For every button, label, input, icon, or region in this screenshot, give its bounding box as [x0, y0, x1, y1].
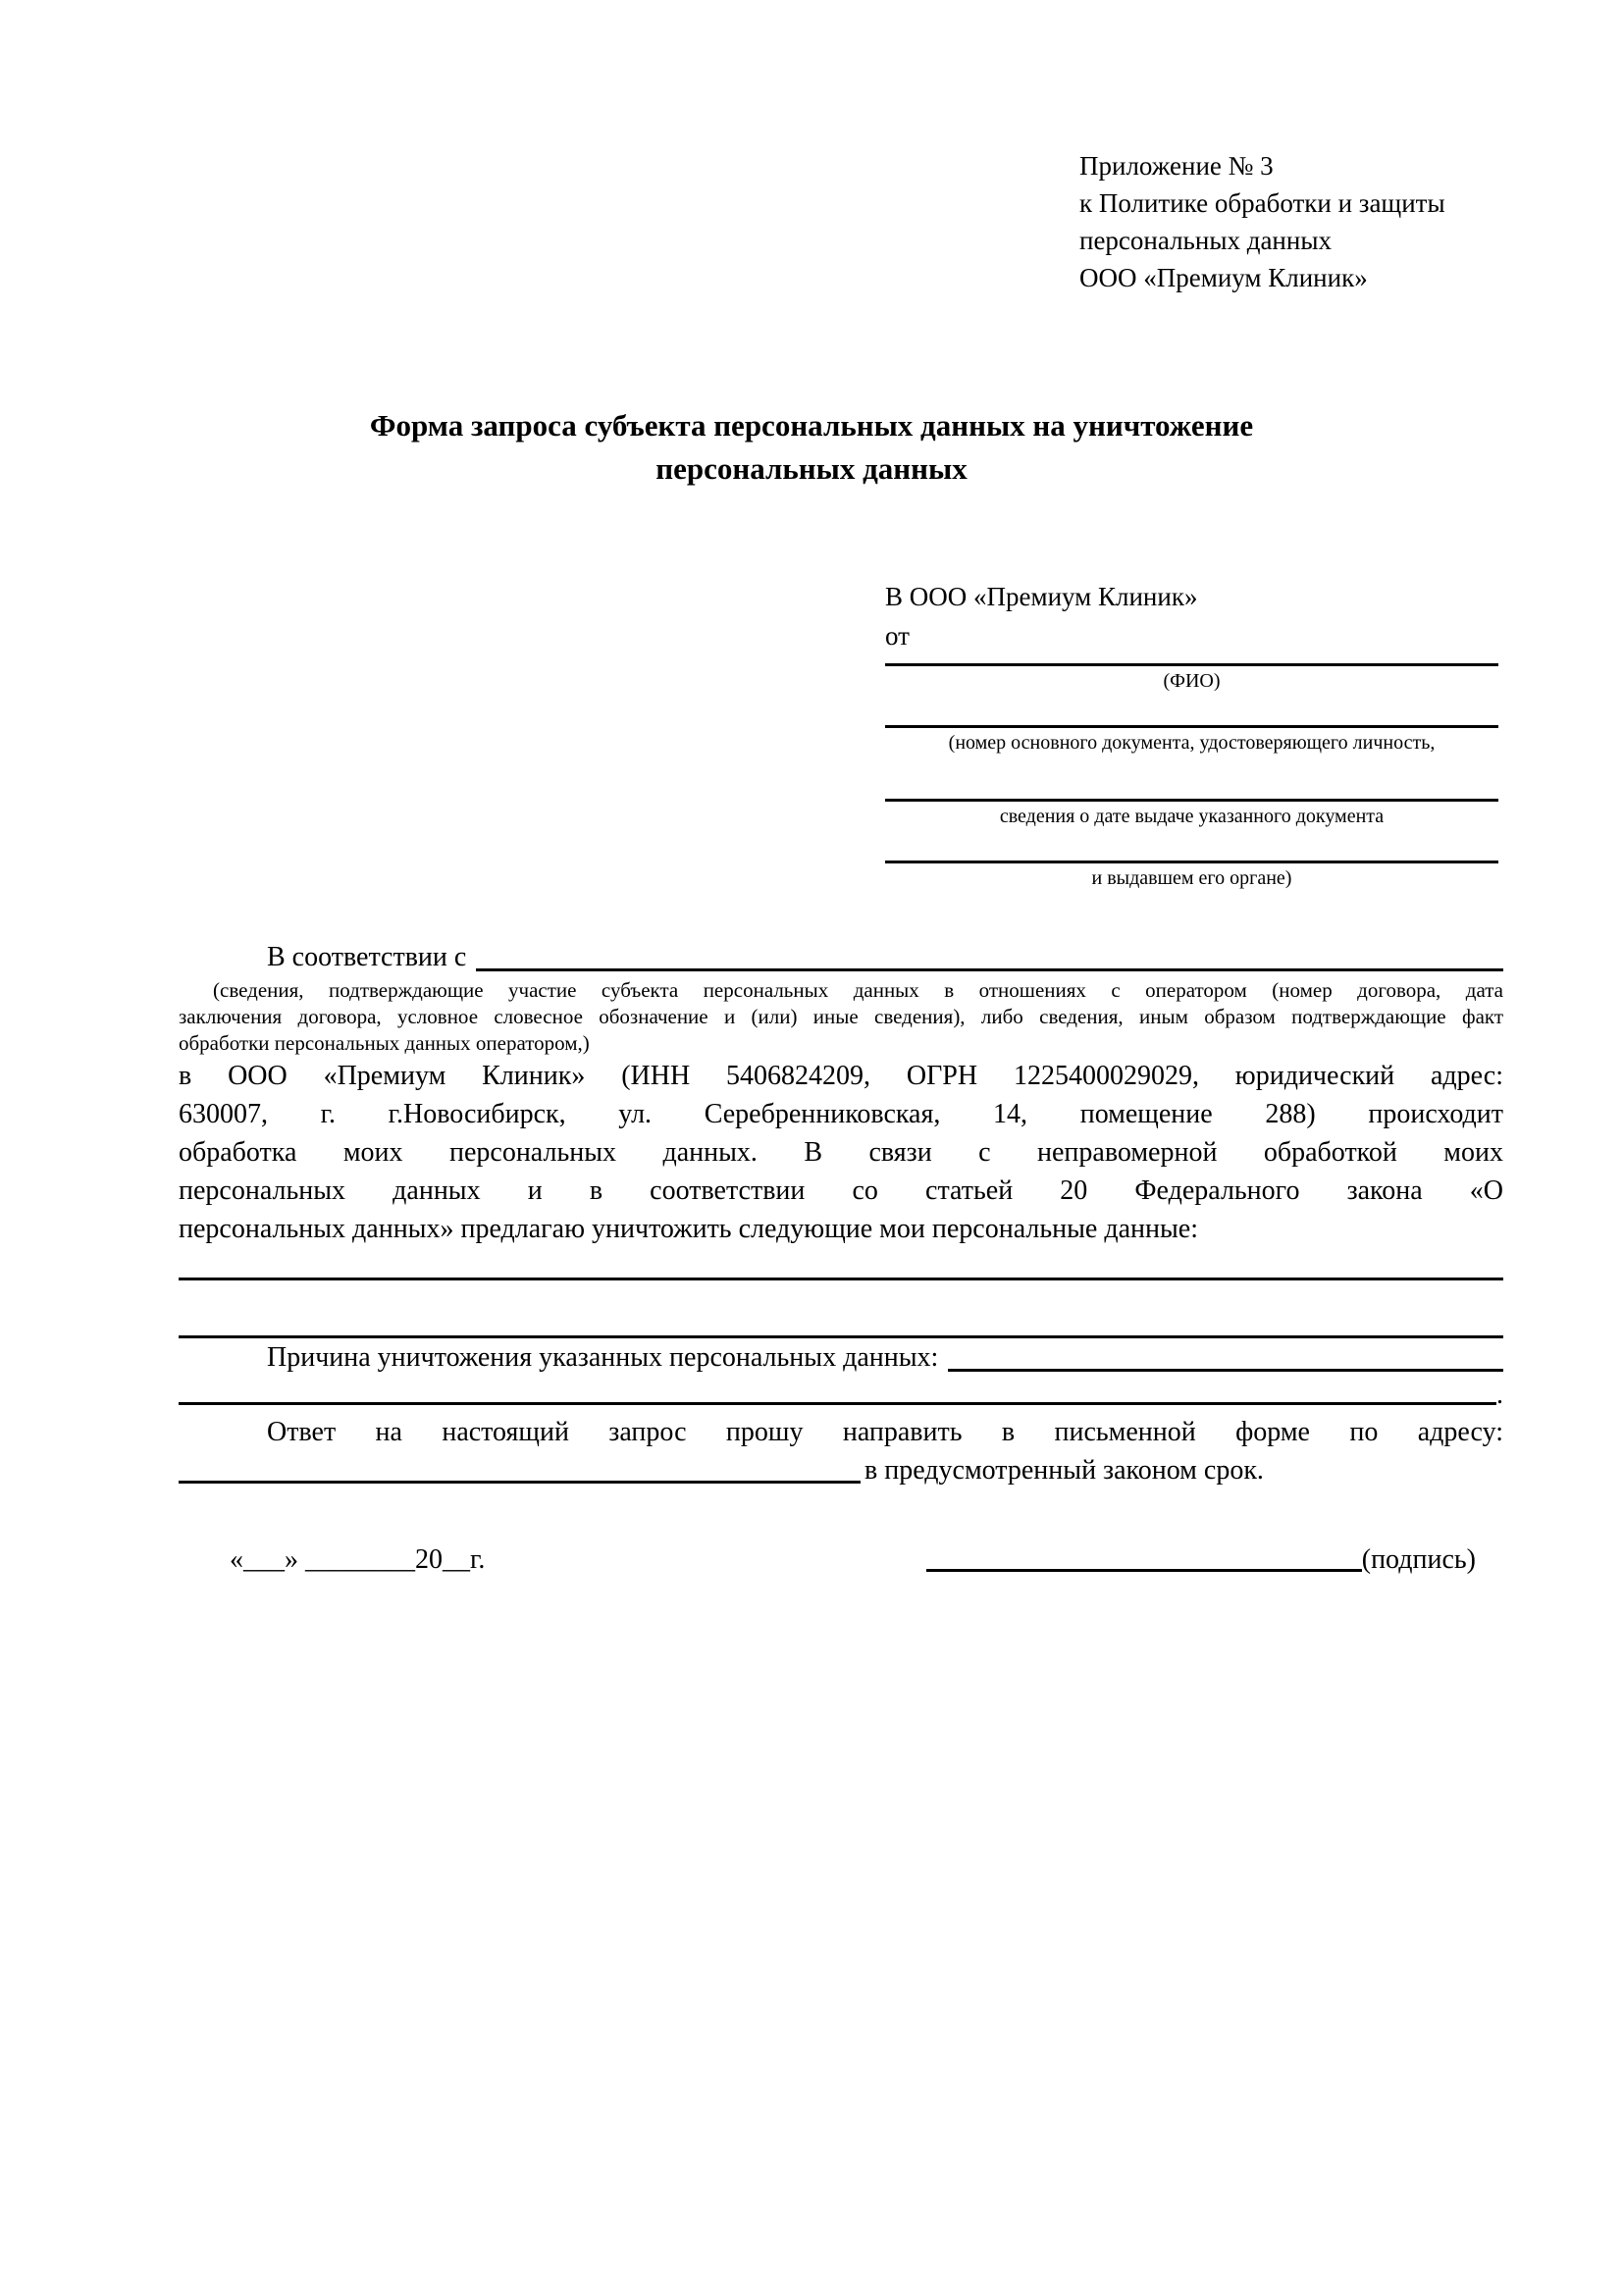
appendix-line: Приложение № 3	[1079, 151, 1274, 181]
explanatory-note-line: обработки персональных данных оператором,)	[179, 1031, 590, 1055]
body-block	[179, 938, 1503, 1580]
document-caption-line: (номер основного документа, удостоверяющего личность,	[948, 732, 1436, 754]
accordance-line	[179, 938, 1503, 977]
appendix-block	[1079, 147, 1541, 296]
date-blank: «___» ________20__г.	[230, 1544, 486, 1575]
body-text-line: 630007, г. г.Новосибирск, ул. Серебренниковская, 14, помещение 288) происходит	[179, 1099, 1503, 1129]
addressee-to-line: В ООО «Премиум Клиник»	[885, 582, 1198, 611]
form-title-line: персональных данных	[655, 451, 968, 486]
address-blank-line	[179, 1481, 861, 1484]
signature-caption: (подпись)	[1361, 1544, 1476, 1575]
body-text-line: персональных данных и в соответствии со статьей 20 Федерального закона «О	[179, 1175, 1503, 1206]
personal-data-blank-line	[179, 1280, 1503, 1338]
answer-sentence: Ответ на настоящий запрос прошу направить в письменной форме по адресу:	[267, 1417, 1503, 1447]
signature-block	[926, 1540, 1476, 1580]
reason-blank-line	[179, 1402, 1496, 1405]
fio-caption: (ФИО)	[1163, 670, 1221, 692]
reason-line	[179, 1338, 1503, 1378]
addressee-from-label: от	[885, 621, 910, 651]
document-caption-line: и выдавшем его органе)	[1091, 867, 1292, 889]
personal-data-blank-line	[179, 1248, 1503, 1280]
accordance-blank-line	[476, 968, 1503, 971]
date-signature-row	[179, 1540, 1503, 1580]
form-title-line: Форма запроса субъекта персональных данных на уничтожение	[369, 408, 1254, 443]
appendix-line: к Политике обработки и защиты	[1079, 188, 1445, 218]
reason-continuation-line	[179, 1378, 1503, 1413]
appendix-line: ООО «Премиум Клиник»	[1079, 263, 1368, 292]
body-text-line: в ООО «Премиум Клиник» (ИНН 5406824209, ОГРН 1225400029029, юридический адрес:	[179, 1061, 1503, 1091]
answer-tail: в предусмотренный законом срок.	[864, 1455, 1264, 1486]
line-terminator: .	[1496, 1380, 1503, 1410]
reason-blank-line	[948, 1369, 1503, 1372]
addressee-block	[885, 577, 1498, 893]
body-text-line: персональных данных» предлагаю уничтожить следующие мои персональные данные:	[179, 1214, 1198, 1244]
document-caption-line: сведения о дате выдаче указанного документа	[999, 806, 1385, 827]
body-text-line: обработка моих персональных данных. В связи с неправомерной обработкой моих	[179, 1137, 1503, 1168]
appendix-line: персональных данных	[1079, 226, 1332, 255]
reason-label: Причина уничтожения указанных персональных данных:	[267, 1342, 939, 1373]
accordance-prefix: В соответствии с	[267, 942, 467, 972]
signature-blank-line	[926, 1569, 1362, 1572]
answer-address-line	[179, 1451, 1503, 1489]
explanatory-note-line: (сведения, подтверждающие участие субъекта персональных данных в отношениях с оператором (номер договора, дата	[213, 978, 1503, 1002]
explanatory-note-line: заключения договора, условное словесное обозначение и (или) иные сведения), либо сведения, иным образом подтверждающие факт	[179, 1005, 1503, 1028]
form-title	[157, 404, 1466, 491]
